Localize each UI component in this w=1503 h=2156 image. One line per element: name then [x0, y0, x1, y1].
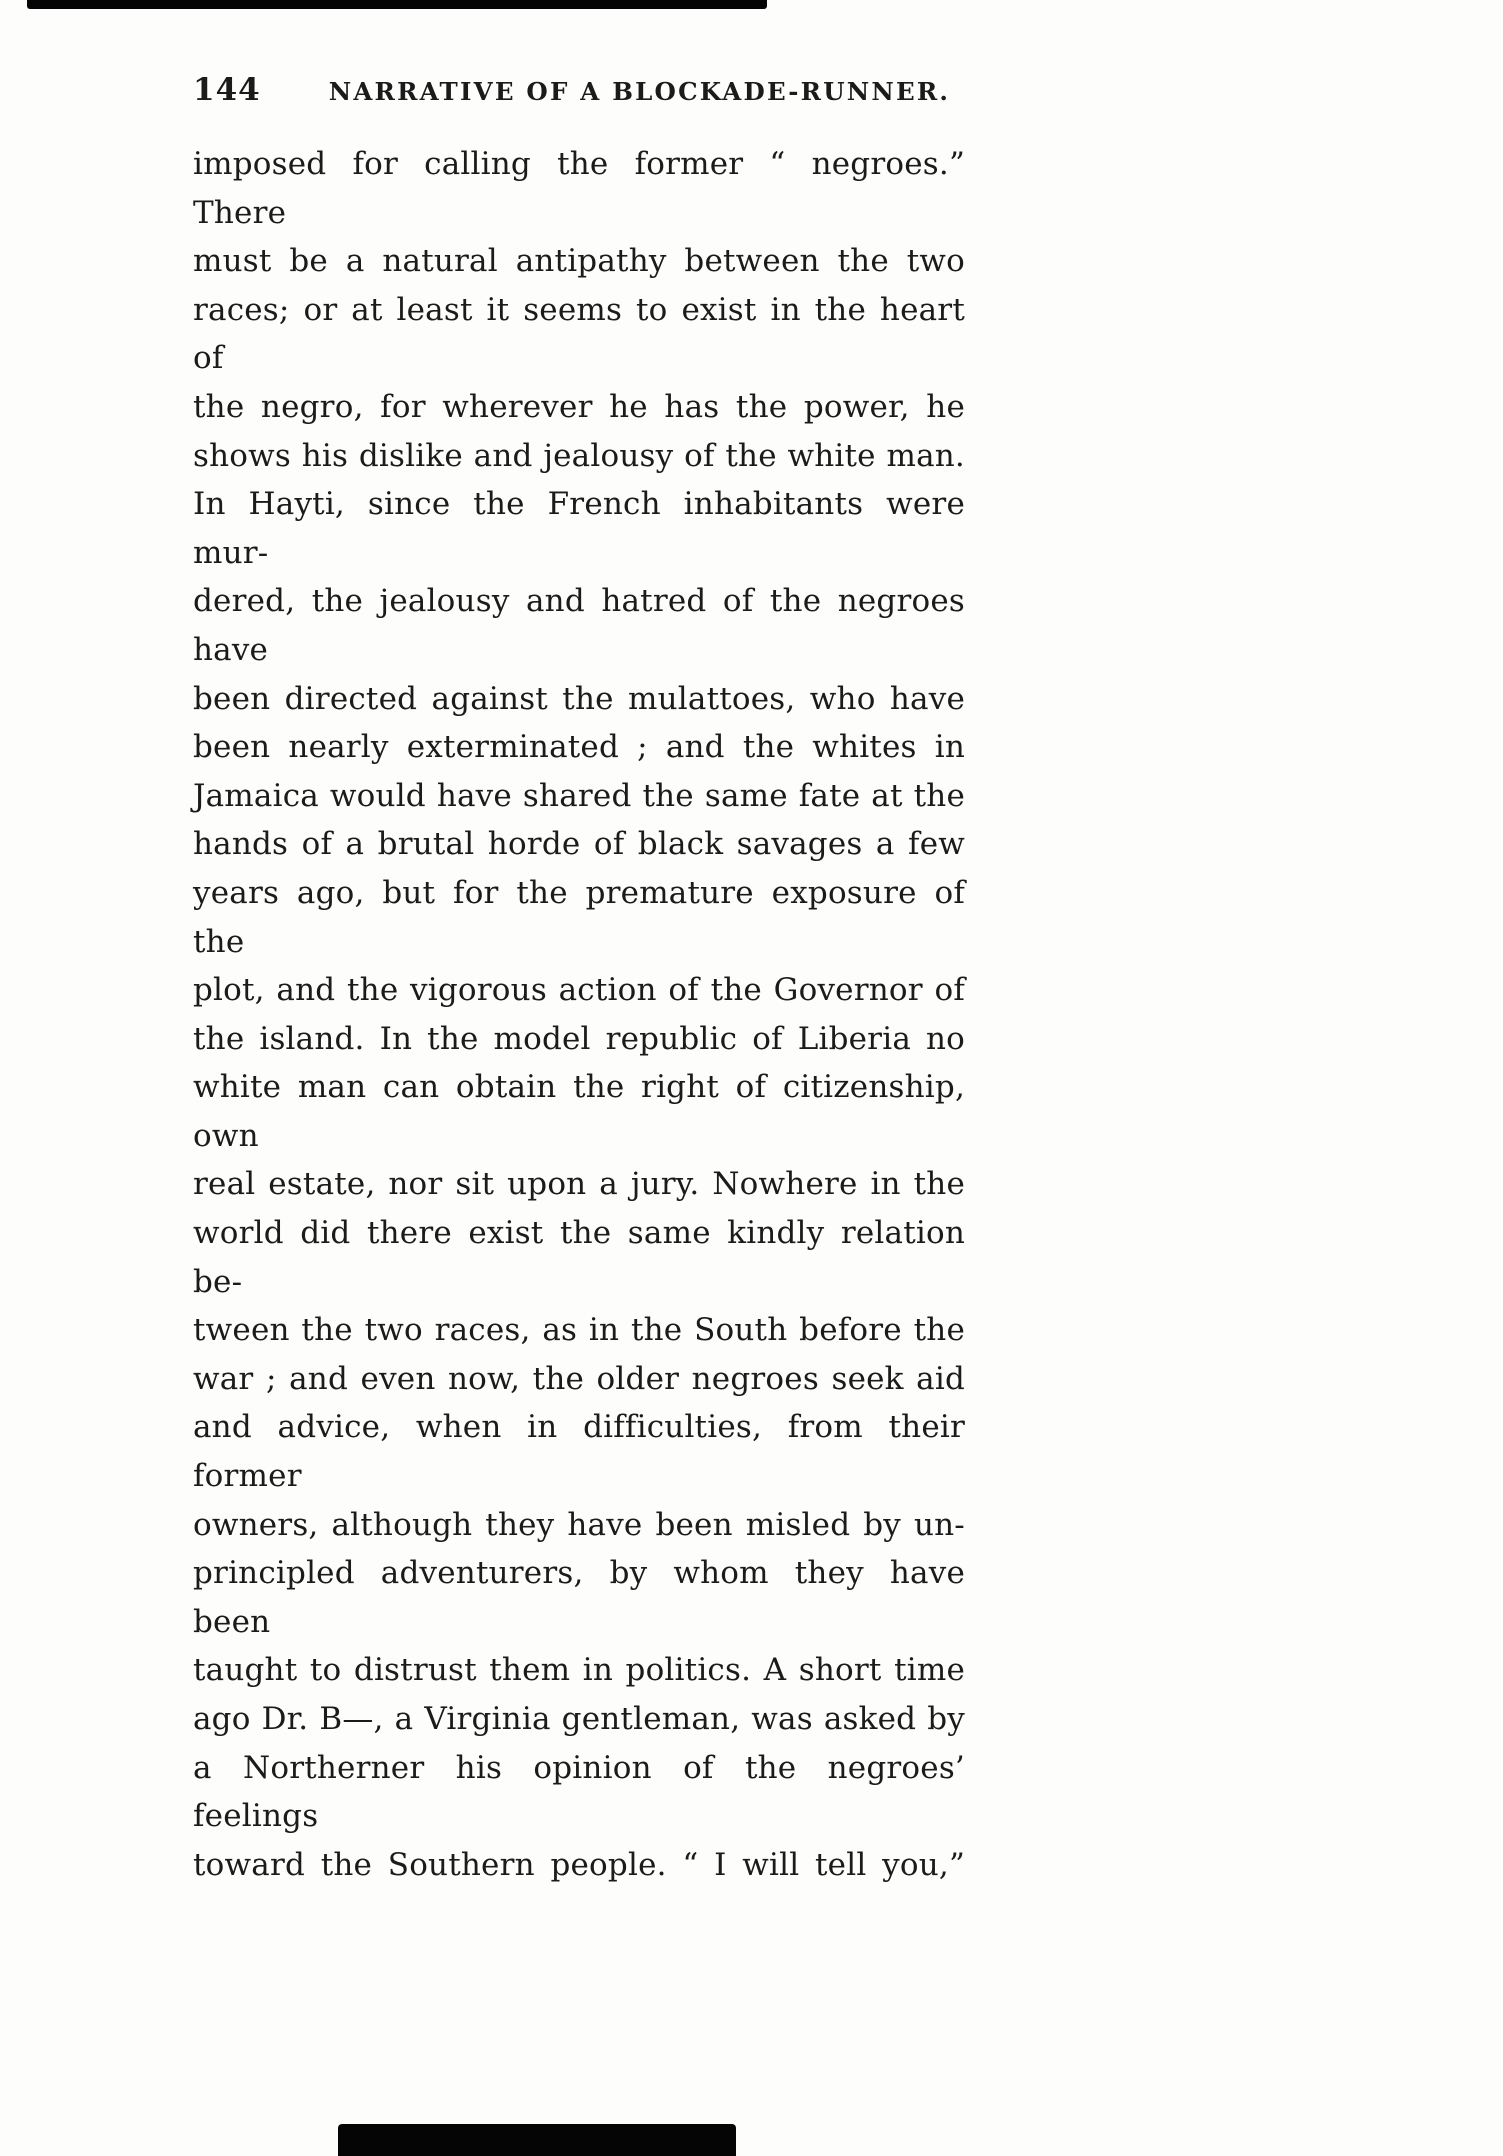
- running-title: NARRATIVE OF A BLOCKADE-RUNNER.: [328, 77, 951, 106]
- text-line: a Northerner his opinion of the negroes’ feelings: [193, 1749, 965, 1835]
- text-line: years ago, but for the premature exposure of the: [193, 874, 965, 960]
- text-line: the island. In the model republic of Liberia no: [193, 1020, 965, 1057]
- text-line: tween the two races, as in the South before the: [193, 1312, 965, 1349]
- text-line: dered, the jealousy and hatred of the negroes have: [193, 583, 965, 668]
- text-line: been directed against the mulattoes, who have: [193, 680, 965, 717]
- text-line: plot, and the vigorous action of the Governor of: [193, 972, 965, 1009]
- text-line: been nearly exterminated ; and the whites in: [193, 729, 965, 766]
- text-line: world did there exist the same kindly relation be-: [193, 1215, 965, 1300]
- text-line: the negro, for wherever he has the power, he: [193, 388, 965, 425]
- text-line: In Hayti, since the French inhabitants were mur-: [193, 486, 965, 571]
- text-line: and advice, when in difficulties, from their former: [193, 1409, 965, 1495]
- text-line: Jamaica would have shared the same fate at the: [193, 777, 965, 814]
- text-line: taught to distrust them in politics. A short time: [193, 1652, 965, 1689]
- text-block: [193, 140, 965, 1889]
- text-line: toward the Southern people. “ I will tell you,”: [193, 1846, 965, 1883]
- text-line: imposed for calling the former “ negroes.” There: [193, 146, 965, 231]
- text-line: shows his dislike and jealousy of the white man.: [193, 437, 965, 474]
- scan-artifact-bottom: [338, 2124, 736, 2156]
- text-line: real estate, nor sit upon a jury. Nowhere in the: [193, 1166, 965, 1203]
- text-line: owners, although they have been misled by un-: [193, 1506, 965, 1543]
- text-line: white man can obtain the right of citizenship, own: [193, 1069, 965, 1154]
- text-line: must be a natural antipathy between the two: [193, 243, 965, 280]
- text-line: war ; and even now, the older negroes seek aid: [193, 1360, 965, 1397]
- page-number: 144: [193, 72, 261, 108]
- scan-artifact-top: [27, 0, 767, 9]
- page-header: [193, 72, 965, 108]
- text-line: hands of a brutal horde of black savages a few: [193, 826, 965, 863]
- text-line: ago Dr. B—, a Virginia gentleman, was asked by: [193, 1701, 965, 1737]
- text-line: principled adventurers, by whom they have been: [193, 1555, 965, 1640]
- text-line: races; or at least it seems to exist in the heart of: [193, 291, 965, 377]
